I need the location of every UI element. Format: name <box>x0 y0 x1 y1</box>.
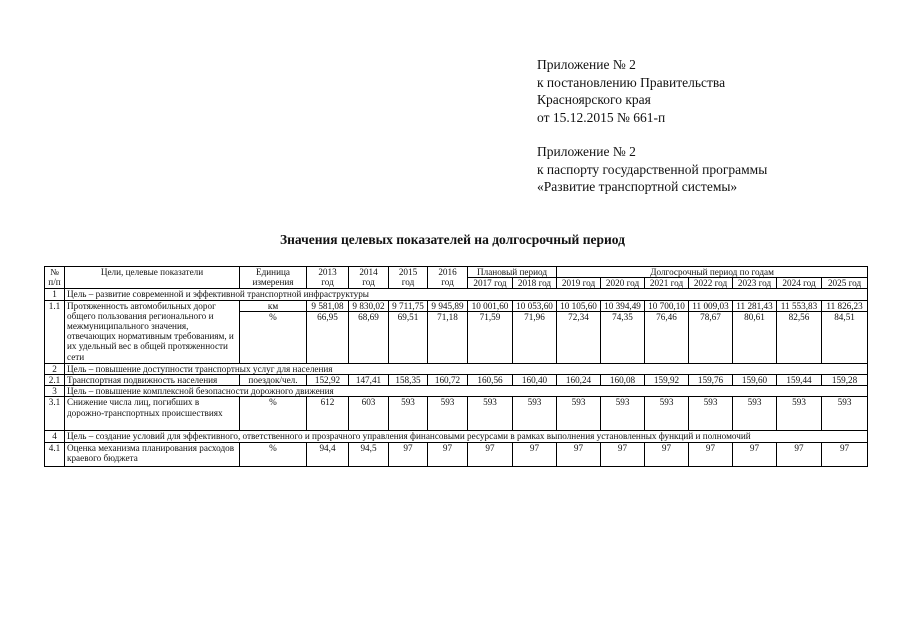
unit-cell: % <box>240 311 307 363</box>
value-cell: 160,40 <box>513 375 557 386</box>
appendix-line: Красноярского края <box>537 92 651 107</box>
value-cell: 593 <box>428 397 468 431</box>
value-cell: 593 <box>601 397 645 431</box>
value-cell: 68,69 <box>349 311 389 363</box>
value-cell: 11 281,43 <box>733 300 777 311</box>
appendix-line: к паспорту государственной программы <box>537 161 768 177</box>
year-header: 2017 год <box>468 278 513 289</box>
value-cell: 97 <box>428 442 468 466</box>
planned-period-header: Плановый период <box>468 267 557 278</box>
value-cell: 9 945,89 <box>428 300 468 311</box>
value-cell: 76,46 <box>645 311 689 363</box>
col-2014-header: 2014 год <box>349 267 389 289</box>
value-cell: 158,35 <box>389 375 428 386</box>
value-cell: 97 <box>601 442 645 466</box>
indicators-table <box>44 266 868 467</box>
year-header: 2023 год <box>733 278 777 289</box>
value-cell: 71,18 <box>428 311 468 363</box>
value-cell: 593 <box>468 397 513 431</box>
document-title: Значения целевых показателей на долгосрочный период <box>280 232 625 247</box>
goal-row <box>45 386 868 397</box>
goal-text: Цель – развитие современной и эффективной транспортной инфраструктуры <box>65 289 868 300</box>
col-2015-header: 2015 год <box>389 267 428 289</box>
unit-cell: % <box>240 442 307 466</box>
goal-row <box>45 289 868 300</box>
year-header: 2025 год <box>822 278 868 289</box>
indicator-text: Протяженность автомобильных дорог общего пользования регионального и межмуниципального значения, отвечающих нормативным требованиям, и их удельный вес в общей протяженности сети <box>65 300 240 363</box>
col-goals-header: Цели, целевые показатели <box>65 267 240 289</box>
value-cell: 74,35 <box>601 311 645 363</box>
value-cell: 593 <box>645 397 689 431</box>
value-cell: 9 581,08 <box>307 300 349 311</box>
indicator-text: Транспортная подвижность населения <box>65 375 240 386</box>
table-header-row <box>45 267 868 278</box>
year-header: 2020 год <box>601 278 645 289</box>
value-cell: 593 <box>389 397 428 431</box>
year-header: 2024 год <box>777 278 822 289</box>
goal-num: 2 <box>45 363 65 374</box>
value-cell: 97 <box>557 442 601 466</box>
col-2013-header: 2013 год <box>307 267 349 289</box>
indicator-text: Оценка механизма планирования расходов краевого бюджета <box>65 442 240 466</box>
value-cell: 97 <box>822 442 868 466</box>
table-row <box>45 397 868 431</box>
table-row <box>45 375 868 386</box>
goal-num: 1 <box>45 289 65 300</box>
value-cell: 69,51 <box>389 311 428 363</box>
appendix-line: к постановлению Правительства <box>537 74 726 90</box>
value-cell: 152,92 <box>307 375 349 386</box>
value-cell: 159,44 <box>777 375 822 386</box>
value-cell: 593 <box>557 397 601 431</box>
goal-row <box>45 431 868 442</box>
value-cell: 10 700,10 <box>645 300 689 311</box>
value-cell: 97 <box>389 442 428 466</box>
appendix-line: Приложение № 2 <box>537 57 636 72</box>
col-unit-header: Единица измерения <box>240 267 307 289</box>
value-cell: 603 <box>349 397 389 431</box>
value-cell: 9 830,02 <box>349 300 389 311</box>
appendix-line: от 15.12.2015 № 661-п <box>537 109 666 125</box>
value-cell: 97 <box>777 442 822 466</box>
row-num: 3.1 <box>45 397 65 431</box>
value-cell: 94,5 <box>349 442 389 466</box>
value-cell: 10 394,49 <box>601 300 645 311</box>
value-cell: 593 <box>513 397 557 431</box>
value-cell: 10 105,60 <box>557 300 601 311</box>
value-cell: 147,41 <box>349 375 389 386</box>
col-num-header: № п/п <box>45 267 65 289</box>
longterm-period-header: Долгосрочный период по годам <box>557 267 868 278</box>
value-cell: 11 009,03 <box>689 300 733 311</box>
value-cell: 71,96 <box>513 311 557 363</box>
value-cell: 593 <box>777 397 822 431</box>
value-cell: 159,92 <box>645 375 689 386</box>
value-cell: 160,56 <box>468 375 513 386</box>
row-num: 4.1 <box>45 442 65 466</box>
year-header: 2021 год <box>645 278 689 289</box>
unit-cell: % <box>240 397 307 431</box>
value-cell: 593 <box>822 397 868 431</box>
value-cell: 10 001,60 <box>468 300 513 311</box>
col-2016-header: 2016 год <box>428 267 468 289</box>
value-cell: 97 <box>733 442 777 466</box>
unit-cell: поездок/чел. <box>240 375 307 386</box>
value-cell: 97 <box>468 442 513 466</box>
value-cell: 78,67 <box>689 311 733 363</box>
value-cell: 160,24 <box>557 375 601 386</box>
goal-row <box>45 363 868 374</box>
value-cell: 160,72 <box>428 375 468 386</box>
value-cell: 10 053,60 <box>513 300 557 311</box>
value-cell: 80,61 <box>733 311 777 363</box>
value-cell: 84,51 <box>822 311 868 363</box>
table-row <box>45 300 868 311</box>
goal-text: Цель – повышение доступности транспортных услуг для населения <box>65 363 868 374</box>
value-cell: 160,08 <box>601 375 645 386</box>
goal-num: 4 <box>45 431 65 442</box>
value-cell: 94,4 <box>307 442 349 466</box>
document-heading <box>537 56 767 196</box>
value-cell: 82,56 <box>777 311 822 363</box>
appendix-line: «Развитие транспортной системы» <box>537 179 738 194</box>
table-row <box>45 442 868 466</box>
year-header: 2019 год <box>557 278 601 289</box>
value-cell: 11 826,23 <box>822 300 868 311</box>
appendix-line: Приложение № 2 <box>537 144 636 159</box>
value-cell: 9 711,75 <box>389 300 428 311</box>
value-cell: 97 <box>645 442 689 466</box>
value-cell: 593 <box>733 397 777 431</box>
goal-text: Цель – создание условий для эффективного, ответственного и прозрачного управления финансовыми ресурсами в рамках выполнения установленных функций и полномочий <box>65 431 868 442</box>
value-cell: 593 <box>689 397 733 431</box>
value-cell: 97 <box>689 442 733 466</box>
row-num: 1.1 <box>45 300 65 363</box>
unit-cell: км <box>240 300 307 311</box>
value-cell: 71,59 <box>468 311 513 363</box>
value-cell: 159,60 <box>733 375 777 386</box>
value-cell: 159,28 <box>822 375 868 386</box>
indicator-text: Снижение числа лиц, погибших в дорожно-транспортных происшествиях <box>65 397 240 431</box>
value-cell: 97 <box>513 442 557 466</box>
value-cell: 72,34 <box>557 311 601 363</box>
year-header: 2022 год <box>689 278 733 289</box>
value-cell: 159,76 <box>689 375 733 386</box>
goal-num: 3 <box>45 386 65 397</box>
year-header: 2018 год <box>513 278 557 289</box>
row-num: 2.1 <box>45 375 65 386</box>
value-cell: 612 <box>307 397 349 431</box>
value-cell: 66,95 <box>307 311 349 363</box>
value-cell: 11 553,83 <box>777 300 822 311</box>
goal-text: Цель – повышение комплексной безопасности дорожного движения <box>65 386 868 397</box>
